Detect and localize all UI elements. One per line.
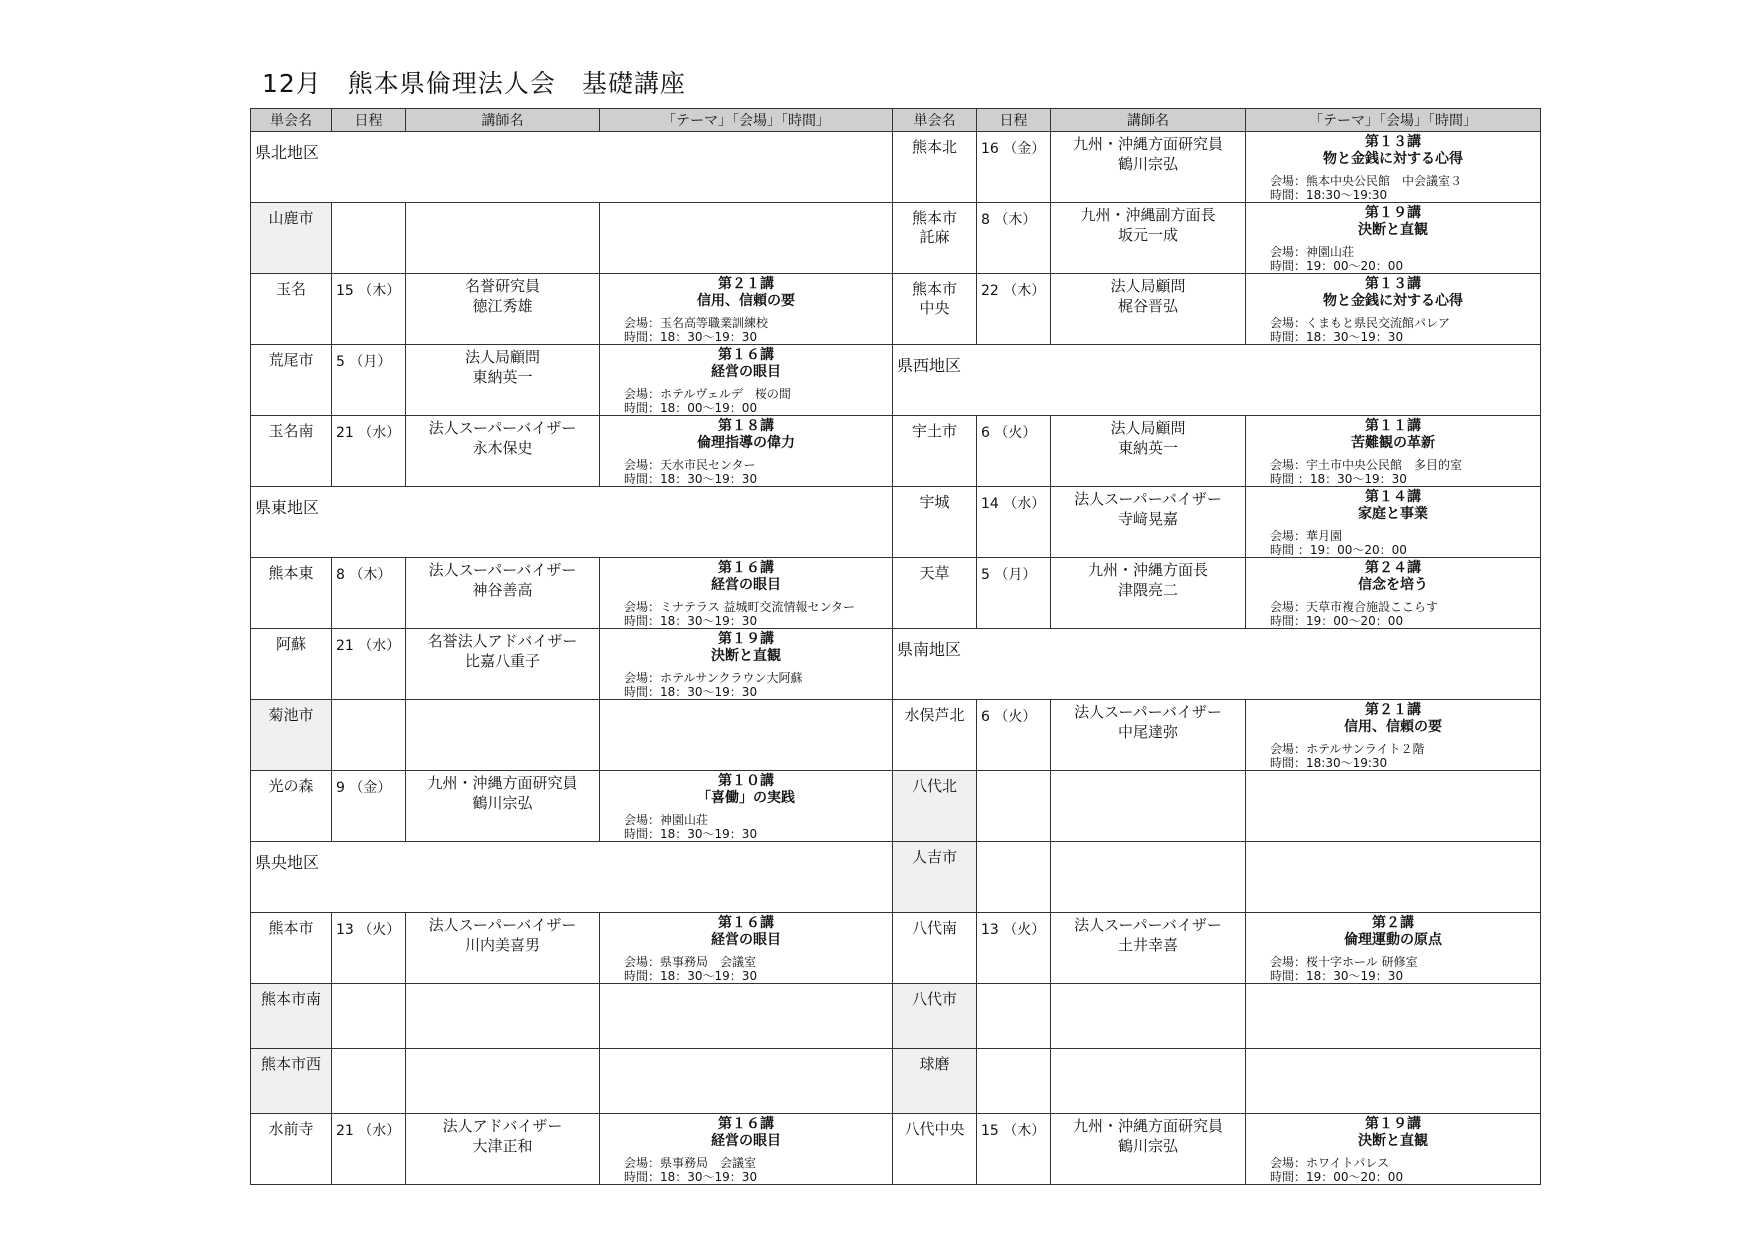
header-lecturer: 講師名 bbox=[1051, 109, 1246, 132]
schedule-date: 5 （月） bbox=[977, 558, 1051, 629]
lecture-number: 第１９講 bbox=[718, 631, 774, 647]
schedule-date: 6 （火） bbox=[977, 416, 1051, 487]
lecturer-cell bbox=[406, 416, 600, 487]
theme-cell bbox=[1246, 700, 1541, 771]
lecture-number: 第２講 bbox=[1372, 915, 1414, 931]
lecture-venue: 会場：熊本中央公民館 中会議室３ bbox=[1270, 174, 1463, 188]
schedule-date: 15 （木） bbox=[332, 274, 406, 345]
lecture-time: 時間：18：30〜19：30 bbox=[1270, 969, 1404, 983]
lecturer-role: 法人スーパーバイザー bbox=[1074, 490, 1222, 508]
header-theme: 「テーマ」「会場」「時間」 bbox=[600, 109, 893, 132]
unit-name: 球磨 bbox=[893, 1049, 977, 1114]
lecture-number: 第１９講 bbox=[1365, 205, 1421, 221]
lecturer-name: 永木保史 bbox=[472, 439, 533, 457]
lecture-venue: 会場：ホテルサンクラウン大阿蘇 bbox=[624, 671, 803, 685]
unit-name: 天草 bbox=[893, 558, 977, 629]
schedule-date: 21 （水） bbox=[332, 629, 406, 700]
unit-name: 人吉市 bbox=[893, 842, 977, 913]
lecture-number: 第２１講 bbox=[1365, 702, 1421, 718]
lecture-number: 第１８講 bbox=[718, 418, 774, 434]
lecture-time: 時間：18：30〜19：30 bbox=[624, 827, 758, 841]
header-unit: 単会名 bbox=[251, 109, 332, 132]
theme-cell bbox=[1246, 203, 1541, 274]
unit-name: 熊本市 託麻 bbox=[893, 203, 977, 274]
lecture-title: 決断と直観 bbox=[711, 648, 781, 664]
header-lecturer: 講師名 bbox=[406, 109, 600, 132]
schedule-date bbox=[977, 1049, 1051, 1114]
lecturer-role: 法人スーパーバイザー bbox=[428, 561, 577, 579]
region-heading: 県央地区 bbox=[251, 842, 893, 913]
region-heading: 県北地区 bbox=[251, 132, 893, 203]
lecture-time: 時間：19：00〜20：00 bbox=[1270, 1170, 1404, 1184]
lecturer-cell bbox=[406, 203, 600, 274]
lecturer-role: 名誉法人アドバイザー bbox=[427, 632, 578, 650]
header-theme: 「テーマ」「会場」「時間」 bbox=[1246, 109, 1541, 132]
lecturer-name: 坂元一成 bbox=[1117, 226, 1178, 244]
lecturer-cell bbox=[1051, 203, 1246, 274]
theme-cell bbox=[1246, 842, 1541, 913]
lecture-title: 倫理運動の原点 bbox=[1344, 932, 1442, 948]
table-row bbox=[251, 345, 1541, 416]
lecture-title: 信用、信頼の要 bbox=[1344, 719, 1442, 735]
theme-cell bbox=[600, 700, 893, 771]
theme-cell bbox=[1246, 274, 1541, 345]
lecturer-role: 法人スーパーバイザー bbox=[1074, 916, 1222, 934]
unit-name: 宇城 bbox=[893, 487, 977, 558]
unit-name: 玉名 bbox=[251, 274, 332, 345]
header-date: 日程 bbox=[332, 109, 406, 132]
schedule-date: 14 （水） bbox=[977, 487, 1051, 558]
lecture-venue: 会場：天水市民センター bbox=[624, 458, 756, 472]
theme-cell bbox=[1246, 771, 1541, 842]
lecture-number: 第１０講 bbox=[718, 773, 774, 789]
lecture-venue: 会場：くまもと県民交流館パレア bbox=[1270, 316, 1451, 330]
lecturer-cell bbox=[1051, 842, 1246, 913]
table-row bbox=[251, 203, 1541, 274]
unit-name: 光の森 bbox=[251, 771, 332, 842]
lecture-time: 時間 ：19：00〜20：00 bbox=[1270, 543, 1407, 557]
unit-name: 熊本北 bbox=[893, 132, 977, 203]
lecture-venue: 会場：県事務局 会議室 bbox=[624, 955, 757, 969]
region-heading: 県東地区 bbox=[251, 487, 893, 558]
lecturer-name: 東納英一 bbox=[472, 368, 533, 386]
lecturer-role: 法人スーパーバイザー bbox=[428, 419, 577, 437]
theme-cell bbox=[1246, 1114, 1541, 1185]
table-row bbox=[251, 1049, 1541, 1114]
unit-name: 玉名南 bbox=[251, 416, 332, 487]
lecture-time: 時間：18：30〜19：30 bbox=[624, 969, 758, 983]
lecturer-name: 鶴川宗弘 bbox=[472, 794, 533, 812]
lecture-venue: 会場：天草市複合施設ここらす bbox=[1270, 600, 1439, 614]
lecture-title: 信用、信頼の要 bbox=[697, 293, 795, 309]
lecture-number: 第１６講 bbox=[718, 915, 774, 931]
lecture-time: 時間：18：30〜19：30 bbox=[624, 685, 758, 699]
lecturer-cell bbox=[1051, 771, 1246, 842]
schedule-date: 8 （木） bbox=[977, 203, 1051, 274]
lecture-time: 時間 ：18：30〜19：30 bbox=[1270, 472, 1407, 486]
schedule-table bbox=[250, 108, 1541, 1185]
lecture-venue: 会場：桜十字ホール 研修室 bbox=[1270, 955, 1418, 969]
lecture-title: 物と金銭に対する心得 bbox=[1323, 151, 1463, 167]
lecturer-role: 法人局顧問 bbox=[1110, 419, 1186, 437]
lecturer-cell bbox=[1051, 1049, 1246, 1114]
schedule-date bbox=[977, 984, 1051, 1049]
unit-name: 菊池市 bbox=[251, 700, 332, 771]
lecture-time: 時間：18：30〜19：30 bbox=[1270, 330, 1404, 344]
lecture-time: 時間：18：30〜19：30 bbox=[624, 330, 758, 344]
lecture-title: 経営の眼目 bbox=[711, 364, 781, 380]
schedule-date: 6 （火） bbox=[977, 700, 1051, 771]
lecture-number: 第１６講 bbox=[718, 347, 774, 363]
lecturer-name: 大津正和 bbox=[472, 1137, 533, 1155]
lecturer-role: 名誉研究員 bbox=[464, 277, 540, 295]
lecturer-name: 徳江秀雄 bbox=[472, 297, 533, 315]
lecturer-cell bbox=[1051, 487, 1246, 558]
lecture-title: 決断と直観 bbox=[1358, 1133, 1428, 1149]
region-heading: 県西地区 bbox=[893, 345, 1541, 416]
lecture-number: 第２４講 bbox=[1365, 560, 1421, 576]
table-row bbox=[251, 984, 1541, 1049]
lecture-number: 第１６講 bbox=[718, 1116, 774, 1132]
lecturer-cell bbox=[406, 345, 600, 416]
header-date: 日程 bbox=[977, 109, 1051, 132]
schedule-date bbox=[332, 1049, 406, 1114]
schedule-date bbox=[332, 700, 406, 771]
schedule-date: 13 （火） bbox=[977, 913, 1051, 984]
theme-cell bbox=[600, 203, 893, 274]
lecturer-role: 九州・沖縄方面研究員 bbox=[1072, 1117, 1223, 1135]
unit-name: 山鹿市 bbox=[251, 203, 332, 274]
lecturer-name: 梶谷晋弘 bbox=[1117, 297, 1178, 315]
lecturer-name: 鶴川宗弘 bbox=[1117, 1137, 1178, 1155]
unit-name: 八代北 bbox=[893, 771, 977, 842]
schedule-date: 13 （火） bbox=[332, 913, 406, 984]
lecture-title: 家庭と事業 bbox=[1358, 506, 1428, 522]
lecturer-role: 法人スーパーバイザー bbox=[428, 916, 577, 934]
lecturer-role: 九州・沖縄方面研究員 bbox=[1072, 135, 1223, 153]
table-row bbox=[251, 1114, 1541, 1185]
schedule-date: 21 （水） bbox=[332, 1114, 406, 1185]
lecturer-cell bbox=[406, 700, 600, 771]
lecturer-cell bbox=[1051, 132, 1246, 203]
lecturer-name: 東納英一 bbox=[1117, 439, 1178, 457]
lecture-time: 時間：18:30〜19:30 bbox=[1270, 188, 1388, 202]
schedule-date: 8 （木） bbox=[332, 558, 406, 629]
theme-cell bbox=[1246, 487, 1541, 558]
lecture-number: 第１４講 bbox=[1365, 489, 1421, 505]
unit-name: 八代市 bbox=[893, 984, 977, 1049]
unit-name: 水俣芦北 bbox=[893, 700, 977, 771]
theme-cell bbox=[1246, 913, 1541, 984]
schedule-date bbox=[332, 984, 406, 1049]
lecturer-role: 法人局顧問 bbox=[1110, 277, 1186, 295]
lecture-title: 経営の眼目 bbox=[711, 577, 781, 593]
lecturer-cell bbox=[406, 1114, 600, 1185]
lecture-venue: 会場：ホテルサンライト２階 bbox=[1270, 742, 1425, 756]
theme-cell bbox=[600, 771, 893, 842]
lecturer-name: 寺﨑晃嘉 bbox=[1117, 510, 1178, 528]
lecture-number: 第１１講 bbox=[1365, 418, 1421, 434]
unit-name: 宇土市 bbox=[893, 416, 977, 487]
theme-cell bbox=[600, 558, 893, 629]
table-row bbox=[251, 913, 1541, 984]
lecturer-name: 比嘉八重子 bbox=[464, 652, 540, 670]
theme-cell bbox=[1246, 132, 1541, 203]
lecturer-name: 川内美喜男 bbox=[464, 936, 540, 954]
header-row bbox=[251, 109, 1541, 132]
unit-name: 熊本市西 bbox=[251, 1049, 332, 1114]
lecture-title: 物と金銭に対する心得 bbox=[1323, 293, 1463, 309]
schedule-date: 15 （木） bbox=[977, 1114, 1051, 1185]
lecturer-cell bbox=[1051, 700, 1246, 771]
lecture-title: 信念を培う bbox=[1358, 577, 1428, 593]
schedule-date: 21 （水） bbox=[332, 416, 406, 487]
lecture-title: 経営の眼目 bbox=[711, 1133, 781, 1149]
theme-cell bbox=[600, 416, 893, 487]
lecturer-role: 九州・沖縄副方面長 bbox=[1080, 206, 1216, 224]
schedule-date bbox=[977, 842, 1051, 913]
theme-cell bbox=[600, 345, 893, 416]
unit-name: 熊本市南 bbox=[251, 984, 332, 1049]
lecturer-cell bbox=[1051, 1114, 1246, 1185]
unit-name: 荒尾市 bbox=[251, 345, 332, 416]
lecture-title: 倫理指導の偉力 bbox=[697, 435, 795, 451]
theme-cell bbox=[600, 984, 893, 1049]
lecture-venue: 会場：ホワイトパレス bbox=[1270, 1156, 1390, 1170]
page-title: 12月 熊本県倫理法人会 基礎講座 bbox=[262, 69, 686, 98]
lecture-title: 「喜働」の実践 bbox=[697, 790, 795, 806]
schedule-date bbox=[332, 203, 406, 274]
lecturer-cell bbox=[406, 558, 600, 629]
schedule-date: 9 （金） bbox=[332, 771, 406, 842]
lecturer-cell bbox=[1051, 416, 1246, 487]
table-row bbox=[251, 274, 1541, 345]
lecturer-cell bbox=[406, 771, 600, 842]
table-row bbox=[251, 700, 1541, 771]
unit-name: 阿蘇 bbox=[251, 629, 332, 700]
lecture-number: 第１６講 bbox=[718, 560, 774, 576]
lecture-title: 経営の眼目 bbox=[711, 932, 781, 948]
lecture-time: 時間：18:30〜19:30 bbox=[1270, 756, 1388, 770]
lecture-title: 苦難観の革新 bbox=[1351, 435, 1435, 451]
lecturer-name: 中尾達弥 bbox=[1117, 723, 1178, 741]
lecturer-name: 鶴川宗弘 bbox=[1117, 155, 1178, 173]
theme-cell bbox=[1246, 416, 1541, 487]
theme-cell bbox=[600, 1049, 893, 1114]
lecturer-name: 土井幸喜 bbox=[1117, 936, 1178, 954]
table-row bbox=[251, 487, 1541, 558]
table-row bbox=[251, 558, 1541, 629]
lecture-venue: 会場：神園山荘 bbox=[1270, 245, 1355, 259]
lecture-time: 時間：19：00〜20：00 bbox=[1270, 614, 1404, 628]
lecturer-name: 神谷善高 bbox=[472, 581, 533, 599]
lecture-title: 決断と直観 bbox=[1358, 222, 1428, 238]
lecture-venue: 会場：神園山荘 bbox=[624, 813, 709, 827]
unit-name: 熊本東 bbox=[251, 558, 332, 629]
lecturer-role: 九州・沖縄方面長 bbox=[1087, 561, 1208, 579]
schedule-date bbox=[977, 771, 1051, 842]
lecture-venue: 会場：宇土市中央公民館 多目的室 bbox=[1270, 458, 1463, 472]
lecturer-cell bbox=[1051, 274, 1246, 345]
lecture-venue: 会場：華月園 bbox=[1270, 529, 1343, 543]
schedule-date: 22 （木） bbox=[977, 274, 1051, 345]
lecture-time: 時間：19：00〜20：00 bbox=[1270, 259, 1404, 273]
lecturer-cell bbox=[406, 913, 600, 984]
lecturer-name: 津隈亮二 bbox=[1117, 581, 1178, 599]
unit-name: 八代南 bbox=[893, 913, 977, 984]
lecture-time: 時間：18：30〜19：30 bbox=[624, 472, 758, 486]
lecturer-cell bbox=[406, 1049, 600, 1114]
lecturer-cell bbox=[406, 274, 600, 345]
lecturer-role: 法人アドバイザー bbox=[442, 1117, 563, 1135]
lecturer-role: 九州・沖縄方面研究員 bbox=[427, 774, 578, 792]
unit-name: 八代中央 bbox=[893, 1114, 977, 1185]
lecturer-cell bbox=[1051, 913, 1246, 984]
theme-cell bbox=[1246, 1049, 1541, 1114]
theme-cell bbox=[1246, 558, 1541, 629]
schedule-date: 16 （金） bbox=[977, 132, 1051, 203]
header-unit: 単会名 bbox=[893, 109, 977, 132]
schedule-date: 5 （月） bbox=[332, 345, 406, 416]
table-row bbox=[251, 771, 1541, 842]
unit-name: 熊本市 bbox=[251, 913, 332, 984]
unit-name: 熊本市 中央 bbox=[893, 274, 977, 345]
table-row bbox=[251, 842, 1541, 913]
lecture-venue: 会場：玉名高等職業訓練校 bbox=[624, 316, 769, 330]
lecturer-cell bbox=[406, 984, 600, 1049]
lecturer-role: 法人スーパーバイザー bbox=[1074, 703, 1222, 721]
theme-cell bbox=[600, 913, 893, 984]
lecturer-cell bbox=[406, 629, 600, 700]
table-row bbox=[251, 416, 1541, 487]
lecture-venue: 会場：ホテルヴェルデ 桜の間 bbox=[624, 387, 791, 401]
theme-cell bbox=[600, 1114, 893, 1185]
lecture-venue: 会場：県事務局 会議室 bbox=[624, 1156, 757, 1170]
lecturer-cell bbox=[1051, 558, 1246, 629]
lecture-number: 第２１講 bbox=[718, 276, 774, 292]
table-row bbox=[251, 132, 1541, 203]
theme-cell bbox=[600, 274, 893, 345]
lecturer-role: 法人局顧問 bbox=[464, 348, 540, 366]
unit-name: 水前寺 bbox=[251, 1114, 332, 1185]
lecture-time: 時間：18：00〜19：00 bbox=[624, 401, 758, 415]
lecturer-cell bbox=[1051, 984, 1246, 1049]
table-row bbox=[251, 629, 1541, 700]
theme-cell bbox=[1246, 984, 1541, 1049]
lecture-number: 第１９講 bbox=[1365, 1116, 1421, 1132]
theme-cell bbox=[600, 629, 893, 700]
lecture-time: 時間：18：30〜19：30 bbox=[624, 614, 758, 628]
lecture-time: 時間：18：30〜19：30 bbox=[624, 1170, 758, 1184]
region-heading: 県南地区 bbox=[893, 629, 1541, 700]
lecture-number: 第１３講 bbox=[1365, 276, 1421, 292]
lecture-number: 第１３講 bbox=[1365, 134, 1421, 150]
lecture-venue: 会場：ミナテラス 益城町交流情報センター bbox=[624, 600, 855, 614]
